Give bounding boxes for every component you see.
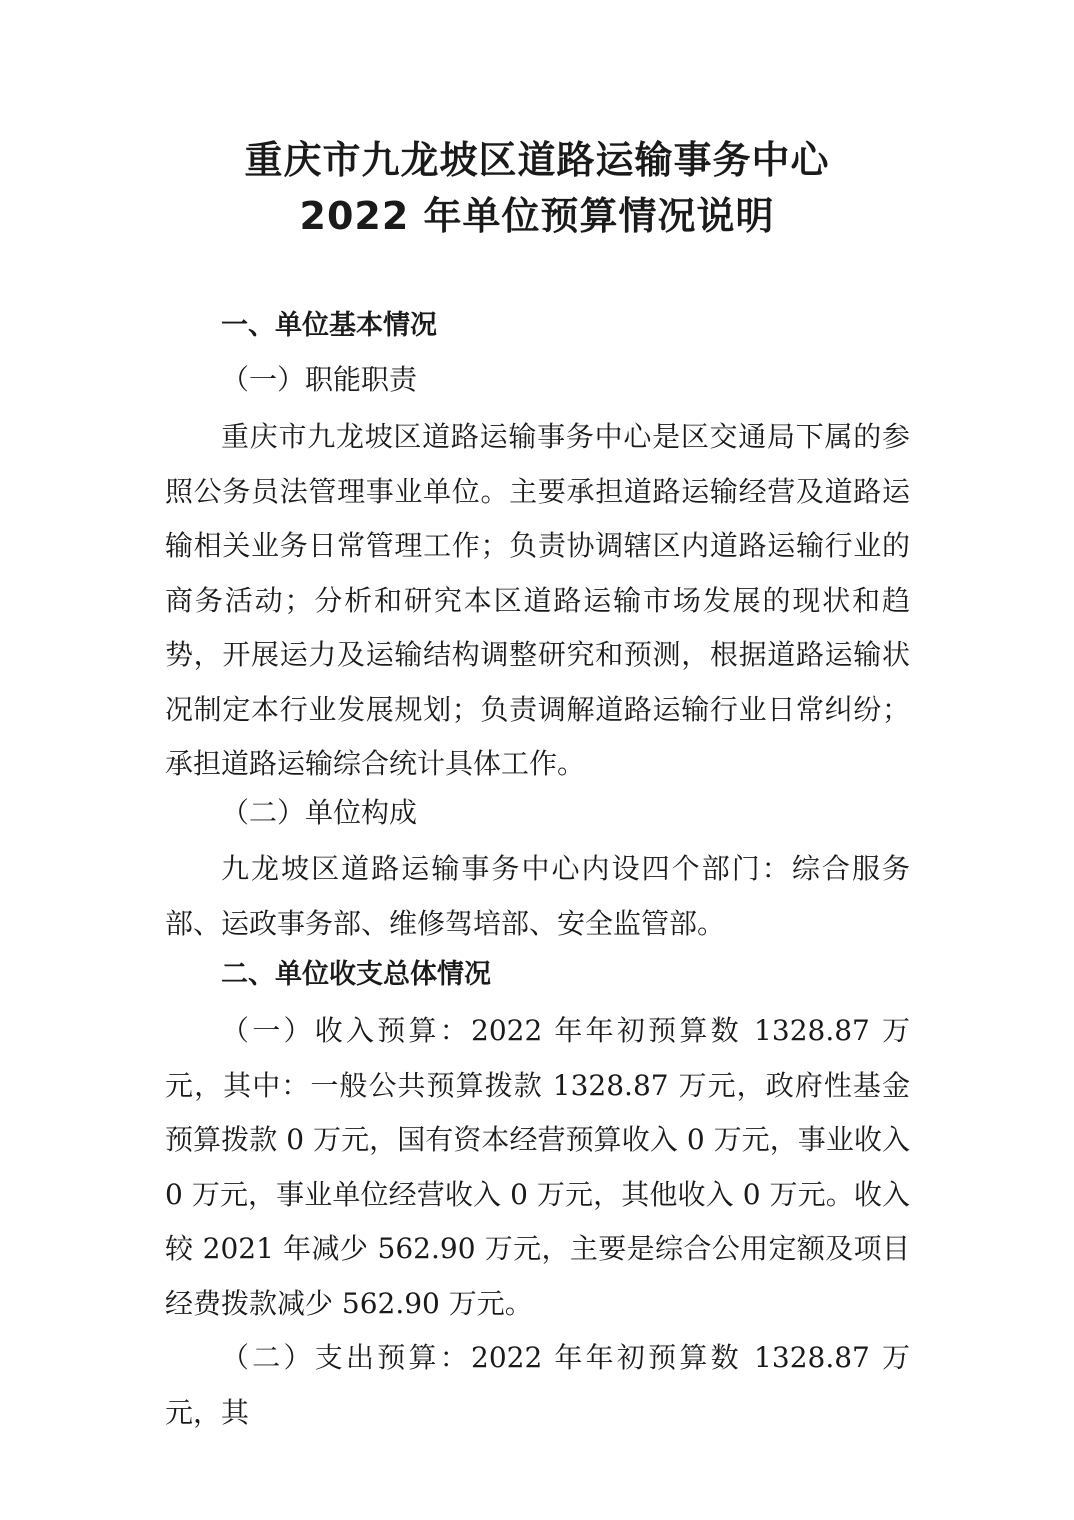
expense-budget-paragraph: （二）支出预算：2022 年年初预算数 1328.87 万元，其 xyxy=(165,1341,910,1429)
income-budget-paragraph: （一）收入预算：2022 年年初预算数 1328.87 万元，其中：一般公共预算拨款 1328.87 万元，政府性基金预算拨款 0 万元，国有资本经营预算收入 0 万元，事业收入 0 万元，事业单位经营收入 0 万元，其他收入 0 万元。收入较 2021 年减少 562.90 万元，主要是综合公用定额及项目经费拨款减少 562.90 万元。 xyxy=(165,1014,910,1320)
document-title-line2: 2022 年单位预算情况说明 xyxy=(299,194,775,238)
section2-heading: 二、单位收支总体情况 xyxy=(221,959,491,990)
section1-sub1-heading: （一）职能职责 xyxy=(221,363,418,396)
document-title-line1: 重庆市九龙坡区道路运输事务中心 xyxy=(244,138,830,182)
section1-heading: 一、单位基本情况 xyxy=(221,310,437,341)
composition-paragraph: 九龙坡区道路运输事务中心内设四个部门：综合服务部、运政事务部、维修驾培部、安全监管部。 xyxy=(165,852,910,940)
section1-sub2-heading: （二）单位构成 xyxy=(221,796,418,829)
duties-paragraph: 重庆市九龙坡区道路运输事务中心是区交通局下属的参照公务员法管理事业单位。主要承担道路运输经营及道路运输相关业务日常管理工作；负责协调辖区内道路运输行业的商务活动；分析和研究本区道路运输市场发展的现状和趋势，开展运力及运输结构调整研究和预测，根据道路运输状况制定本行业发展规划；负责调解道路运输行业日常纠纷；承担道路运输综合统计具体工作。 xyxy=(165,420,910,780)
